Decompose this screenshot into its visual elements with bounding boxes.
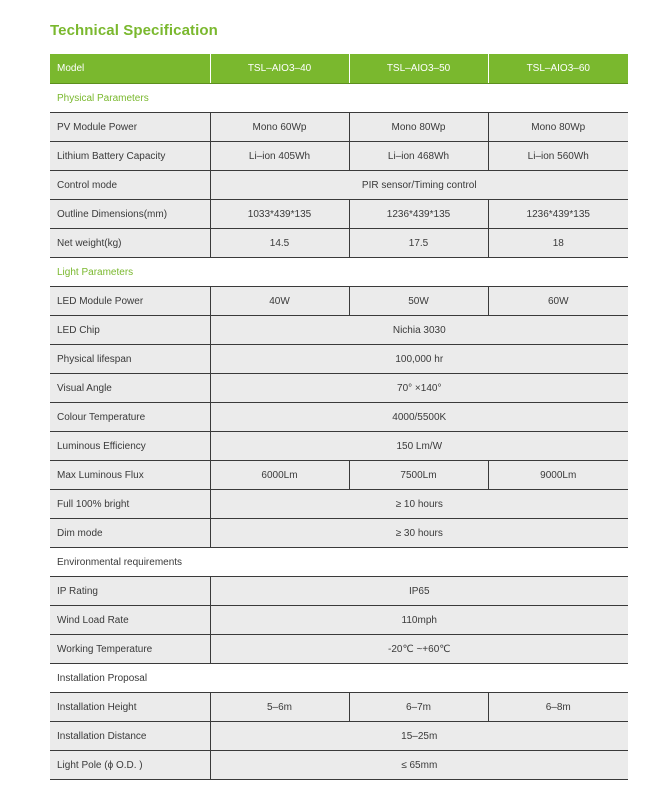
row-value: 1236*439*135: [488, 200, 628, 229]
row-value: Mono 80Wp: [349, 113, 488, 142]
table-header-row: [50, 54, 628, 84]
table-row: [50, 374, 628, 403]
row-value: Mono 60Wp: [210, 113, 349, 142]
row-value: 1033*439*135: [210, 200, 349, 229]
row-value: 7500Lm: [349, 461, 488, 490]
spec-table: [50, 54, 628, 780]
row-label: Installation Distance: [50, 722, 210, 751]
table-row: [50, 751, 628, 780]
section-header-row: [50, 258, 628, 287]
row-label: Control mode: [50, 171, 210, 200]
row-value-merged: 100,000 hr: [210, 345, 628, 374]
table-row: [50, 490, 628, 519]
row-value-merged: 70° ×140°: [210, 374, 628, 403]
row-value: Li–ion 560Wh: [488, 142, 628, 171]
row-label: Physical lifespan: [50, 345, 210, 374]
row-value: 40W: [210, 287, 349, 316]
row-value: 60W: [488, 287, 628, 316]
page-title: Technical Specification: [50, 22, 218, 39]
row-value: 18: [488, 229, 628, 258]
row-value: 6000Lm: [210, 461, 349, 490]
table-row: [50, 519, 628, 548]
row-value: Mono 80Wp: [488, 113, 628, 142]
row-value: 9000Lm: [488, 461, 628, 490]
row-label: Lithium Battery Capacity: [50, 142, 210, 171]
table-row: [50, 693, 628, 722]
table-row: [50, 432, 628, 461]
row-value-merged: 15–25m: [210, 722, 628, 751]
row-label: Luminous Efficiency: [50, 432, 210, 461]
table-row: [50, 287, 628, 316]
table-row: [50, 142, 628, 171]
row-label: Visual Angle: [50, 374, 210, 403]
row-label: Light Pole (ϕ O.D. ): [50, 751, 210, 780]
row-value: 5–6m: [210, 693, 349, 722]
table-row: [50, 171, 628, 200]
table-row: [50, 722, 628, 751]
row-value-merged: 4000/5500K: [210, 403, 628, 432]
row-label: Wind Load Rate: [50, 606, 210, 635]
row-label: Max Luminous Flux: [50, 461, 210, 490]
row-value: 50W: [349, 287, 488, 316]
row-value: Li–ion 468Wh: [349, 142, 488, 171]
row-label: PV Module Power: [50, 113, 210, 142]
row-label: Installation Height: [50, 693, 210, 722]
row-value-merged: 150 Lm/W: [210, 432, 628, 461]
row-value-merged: 110mph: [210, 606, 628, 635]
table-row: [50, 635, 628, 664]
header-model-3: TSL–AIO3–60: [488, 54, 628, 84]
header-model-1: TSL–AIO3–40: [210, 54, 349, 84]
table-row: [50, 345, 628, 374]
table-row: [50, 113, 628, 142]
header-model-2: TSL–AIO3–50: [349, 54, 488, 84]
row-value: Li–ion 405Wh: [210, 142, 349, 171]
table-row: [50, 316, 628, 345]
section-title: Physical Parameters: [50, 84, 628, 113]
section-header-row: [50, 548, 628, 577]
table-row: [50, 229, 628, 258]
row-label: Dim mode: [50, 519, 210, 548]
row-value-merged: PIR sensor/Timing control: [210, 171, 628, 200]
row-label: Net weight(kg): [50, 229, 210, 258]
row-value: 6–7m: [349, 693, 488, 722]
row-label: LED Chip: [50, 316, 210, 345]
row-label: Working Temperature: [50, 635, 210, 664]
row-label: Full 100% bright: [50, 490, 210, 519]
row-label: IP Rating: [50, 577, 210, 606]
table-row: [50, 461, 628, 490]
table-row: [50, 403, 628, 432]
row-value: 6–8m: [488, 693, 628, 722]
row-value-merged: ≥ 30 hours: [210, 519, 628, 548]
header-model-label: Model: [50, 54, 210, 84]
row-value-merged: ≤ 65mm: [210, 751, 628, 780]
row-label: Colour Temperature: [50, 403, 210, 432]
section-header-row: [50, 664, 628, 693]
section-title: Light Parameters: [50, 258, 628, 287]
row-value-merged: ≥ 10 hours: [210, 490, 628, 519]
table-row: [50, 200, 628, 229]
row-label: Outline Dimensions(mm): [50, 200, 210, 229]
row-value: 17.5: [349, 229, 488, 258]
row-value: 1236*439*135: [349, 200, 488, 229]
section-title: Installation Proposal: [50, 664, 628, 693]
table-row: [50, 577, 628, 606]
row-value-merged: -20℃ ~+60℃: [210, 635, 628, 664]
table-row: [50, 606, 628, 635]
section-header-row: [50, 84, 628, 113]
row-value-merged: Nichia 3030: [210, 316, 628, 345]
row-value-merged: IP65: [210, 577, 628, 606]
row-label: LED Module Power: [50, 287, 210, 316]
section-title: Environmental requirements: [50, 548, 628, 577]
row-value: 14.5: [210, 229, 349, 258]
